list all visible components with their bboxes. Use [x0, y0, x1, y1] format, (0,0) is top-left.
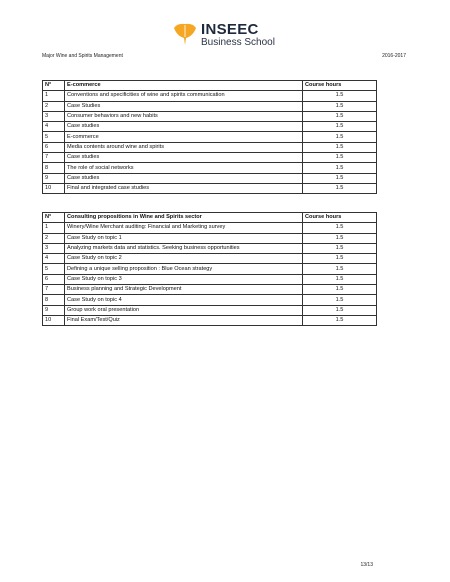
ginkgo-leaf-icon [172, 22, 198, 46]
cell-topic: Case Study on topic 1 [65, 233, 303, 243]
table-row [43, 315, 377, 325]
cell-number: 10 [43, 315, 65, 325]
cell-topic: Defining a unique selling proposition : Blue Ocean strategy [65, 264, 303, 274]
table-row [43, 295, 377, 305]
table-row [43, 274, 377, 284]
cell-number: 1 [43, 223, 65, 233]
column-header-number: N° [43, 213, 65, 223]
table-row [43, 111, 377, 121]
table-row [43, 173, 377, 183]
cell-hours: 1.5 [303, 223, 377, 233]
cell-number: 7 [43, 285, 65, 295]
logo-subtitle: Business School [201, 37, 275, 48]
cell-hours: 1.5 [303, 233, 377, 243]
column-header-hours: Course hours [303, 81, 377, 91]
cell-topic: Final Exam/Test/Quiz [65, 315, 303, 325]
cell-number: 5 [43, 132, 65, 142]
cell-topic: Case studies [65, 122, 303, 132]
table-row [43, 254, 377, 264]
cell-number: 6 [43, 274, 65, 284]
cell-hours: 1.5 [303, 315, 377, 325]
cell-hours: 1.5 [303, 264, 377, 274]
cell-number: 3 [43, 243, 65, 253]
ecommerce-table [42, 80, 377, 194]
cell-topic: Case studies [65, 153, 303, 163]
cell-hours: 1.5 [303, 122, 377, 132]
cell-hours: 1.5 [303, 295, 377, 305]
cell-number: 5 [43, 264, 65, 274]
cell-topic: Final and integrated case studies [65, 183, 303, 193]
cell-topic: Case Study on topic 3 [65, 274, 303, 284]
cell-number: 1 [43, 91, 65, 101]
cell-hours: 1.5 [303, 132, 377, 142]
table-row [43, 101, 377, 111]
school-logo [172, 22, 275, 48]
cell-hours: 1.5 [303, 254, 377, 264]
cell-hours: 1.5 [303, 305, 377, 315]
cell-topic: E-commerce [65, 132, 303, 142]
cell-topic: Conventions and specificities of wine and spirits communication [65, 91, 303, 101]
cell-topic: Consumer behaviors and new habits [65, 111, 303, 121]
header-year: 2016-2017 [382, 53, 406, 59]
cell-topic: Winery/Wine Merchant auditing: Financial and Marketing survey [65, 223, 303, 233]
cell-number: 2 [43, 101, 65, 111]
table-row [43, 183, 377, 193]
cell-number: 6 [43, 142, 65, 152]
table-row [43, 132, 377, 142]
cell-topic: Case studies [65, 173, 303, 183]
table-row [43, 122, 377, 132]
column-header-hours: Course hours [303, 213, 377, 223]
cell-topic: Group work oral presentation [65, 305, 303, 315]
logo-name: INSEEC [201, 21, 259, 38]
table-row [43, 223, 377, 233]
cell-number: 3 [43, 111, 65, 121]
cell-hours: 1.5 [303, 274, 377, 284]
cell-topic: Business planning and Strategic Development [65, 285, 303, 295]
cell-number: 4 [43, 254, 65, 264]
cell-number: 8 [43, 163, 65, 173]
cell-number: 4 [43, 122, 65, 132]
table-row [43, 142, 377, 152]
cell-hours: 1.5 [303, 111, 377, 121]
table-header-row [43, 213, 377, 223]
cell-hours: 1.5 [303, 142, 377, 152]
cell-hours: 1.5 [303, 285, 377, 295]
header-program: Major Wine and Spirits Management [42, 53, 123, 59]
table-row [43, 285, 377, 295]
cell-hours: 1.5 [303, 183, 377, 193]
page-number: 13/13 [360, 562, 373, 568]
cell-number: 9 [43, 305, 65, 315]
consulting-table [42, 212, 377, 326]
cell-hours: 1.5 [303, 163, 377, 173]
table-row [43, 153, 377, 163]
cell-topic: Analyzing markets data and statistics. Seeking business opportunities [65, 243, 303, 253]
cell-number: 7 [43, 153, 65, 163]
cell-topic: Case Study on topic 4 [65, 295, 303, 305]
column-header-number: N° [43, 81, 65, 91]
cell-topic: Case Study on topic 2 [65, 254, 303, 264]
cell-hours: 1.5 [303, 101, 377, 111]
cell-hours: 1.5 [303, 243, 377, 253]
table-header-row [43, 81, 377, 91]
cell-hours: 1.5 [303, 173, 377, 183]
table-row [43, 243, 377, 253]
table-row [43, 163, 377, 173]
table-row [43, 233, 377, 243]
column-header-topic: Consulting propositions in Wine and Spirits sector [65, 213, 303, 223]
cell-hours: 1.5 [303, 91, 377, 101]
cell-topic: Media contents around wine and spirits [65, 142, 303, 152]
cell-topic: The role of social networks [65, 163, 303, 173]
table-row [43, 305, 377, 315]
table-row [43, 264, 377, 274]
column-header-topic: E-commerce [65, 81, 303, 91]
cell-topic: Case Studies [65, 101, 303, 111]
cell-number: 8 [43, 295, 65, 305]
cell-number: 2 [43, 233, 65, 243]
table-row [43, 91, 377, 101]
cell-hours: 1.5 [303, 153, 377, 163]
cell-number: 9 [43, 173, 65, 183]
cell-number: 10 [43, 183, 65, 193]
